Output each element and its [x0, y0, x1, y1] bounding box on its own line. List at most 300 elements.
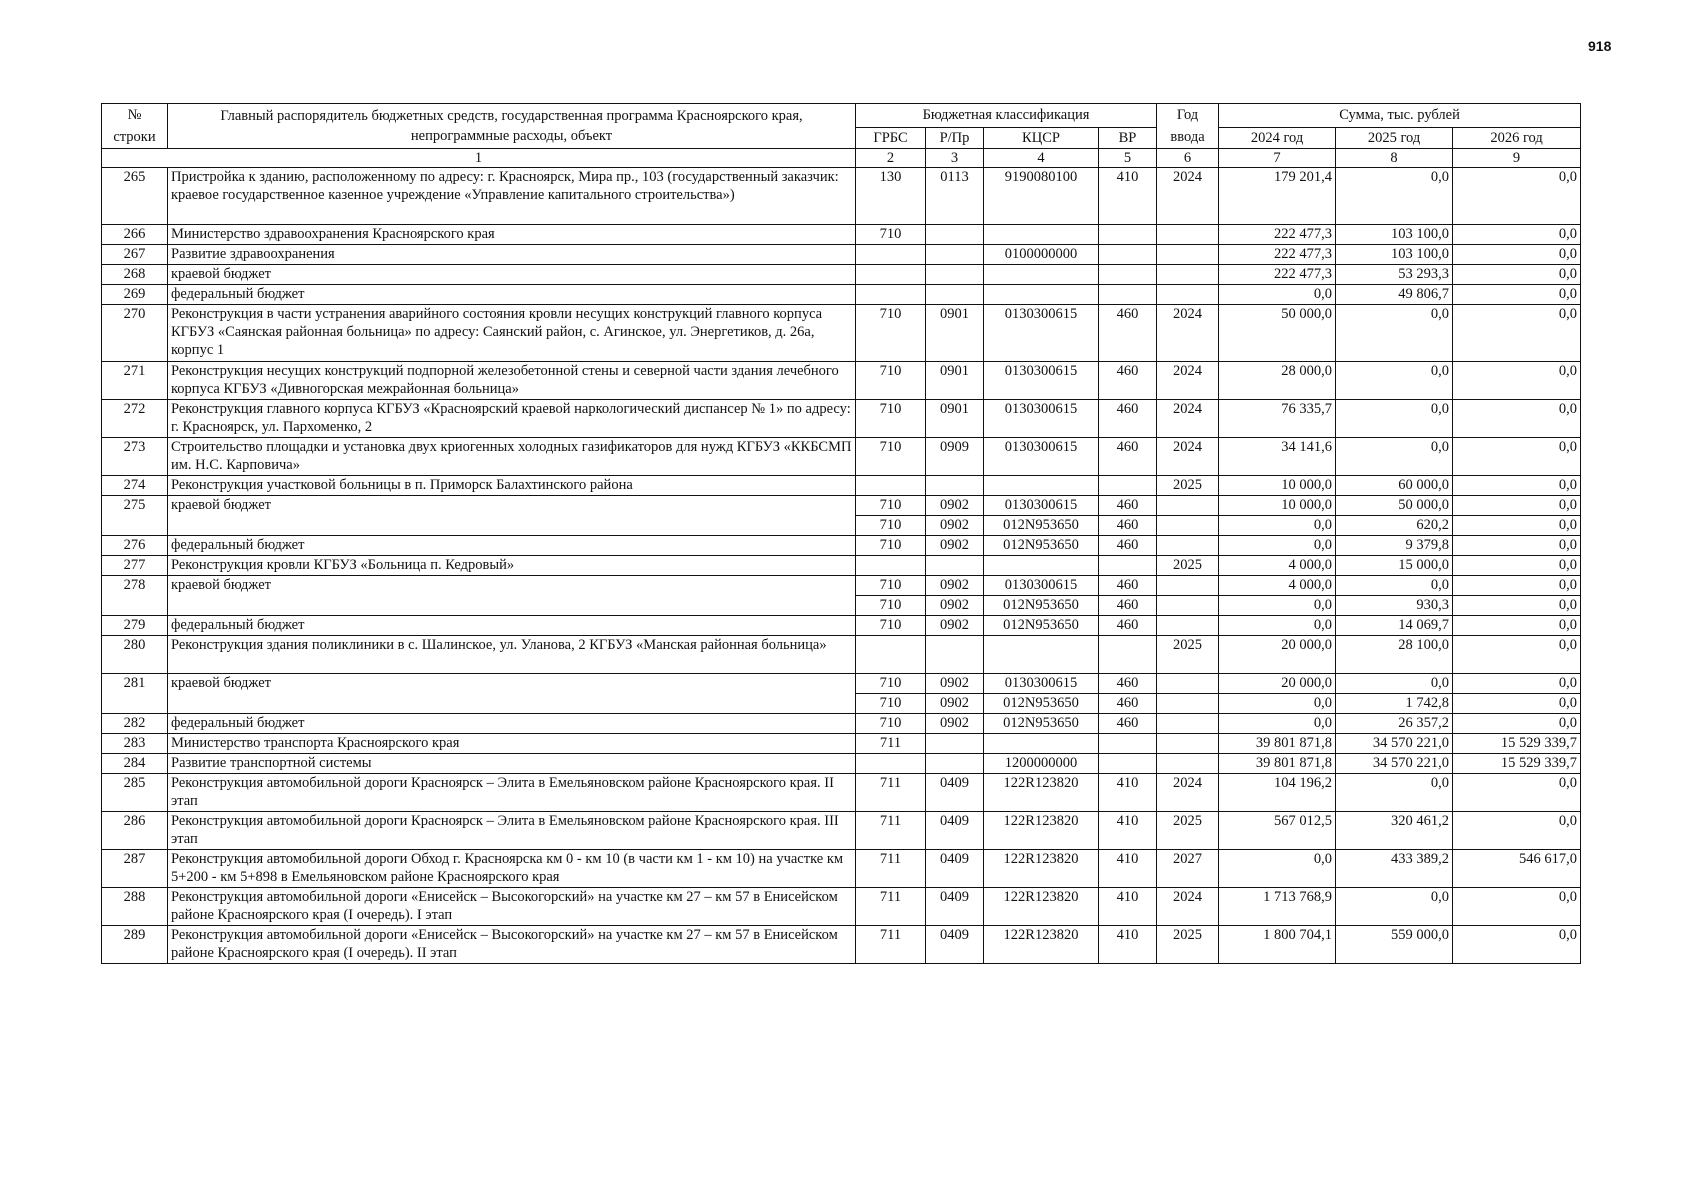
- grbs-cell: [856, 754, 926, 774]
- kcsr-cell: 012N953650: [984, 616, 1099, 636]
- sum-2026-cell: 0,0: [1453, 774, 1581, 812]
- row-number-cell: 275: [102, 496, 168, 536]
- header-colnum: 6: [1157, 149, 1219, 168]
- sum-2026-cell: 0,0: [1453, 714, 1581, 734]
- sum-2026-cell: 0,0: [1453, 674, 1581, 694]
- vr-cell: 460: [1099, 596, 1157, 616]
- grbs-cell: 710: [856, 305, 926, 362]
- object-name-cell: Реконструкция автомобильной дороги Красноярск – Элита в Емельяновском районе Красноярского края. III этап: [168, 812, 856, 850]
- rpr-cell: [926, 225, 984, 245]
- row-number-cell: 286: [102, 812, 168, 850]
- sum-2025-cell: 34 570 221,0: [1336, 754, 1453, 774]
- table-row: [102, 774, 1581, 812]
- kcsr-cell: [984, 476, 1099, 496]
- table-row: [102, 850, 1581, 888]
- grbs-cell: 710: [856, 438, 926, 476]
- sum-2026-cell: 0,0: [1453, 576, 1581, 596]
- sum-2024-cell: 222 477,3: [1219, 265, 1336, 285]
- year-cell: [1157, 265, 1219, 285]
- sum-2025-cell: 53 293,3: [1336, 265, 1453, 285]
- table-row: [102, 245, 1581, 265]
- sum-2024-cell: 567 012,5: [1219, 812, 1336, 850]
- vr-cell: 410: [1099, 774, 1157, 812]
- year-cell: [1157, 496, 1219, 516]
- table-row: [102, 556, 1581, 576]
- sum-2025-cell: 34 570 221,0: [1336, 734, 1453, 754]
- sum-2025-cell: 930,3: [1336, 596, 1453, 616]
- sum-2025-cell: 0,0: [1336, 774, 1453, 812]
- table-row: [102, 496, 1581, 516]
- sum-2025-cell: 50 000,0: [1336, 496, 1453, 516]
- vr-cell: 410: [1099, 812, 1157, 850]
- object-name-cell: краевой бюджет: [168, 496, 856, 536]
- sum-2026-cell: 0,0: [1453, 516, 1581, 536]
- kcsr-cell: 122R123820: [984, 926, 1099, 964]
- table-header: [102, 104, 1581, 168]
- kcsr-cell: [984, 285, 1099, 305]
- vr-cell: 460: [1099, 362, 1157, 400]
- kcsr-cell: [984, 265, 1099, 285]
- kcsr-cell: 1200000000: [984, 754, 1099, 774]
- sum-2024-cell: 0,0: [1219, 596, 1336, 616]
- grbs-cell: 710: [856, 225, 926, 245]
- kcsr-cell: [984, 636, 1099, 674]
- vr-cell: 410: [1099, 888, 1157, 926]
- kcsr-cell: 122R123820: [984, 774, 1099, 812]
- grbs-cell: 711: [856, 926, 926, 964]
- grbs-cell: 710: [856, 694, 926, 714]
- year-cell: [1157, 576, 1219, 596]
- year-cell: [1157, 694, 1219, 714]
- table-body: [102, 168, 1581, 964]
- grbs-cell: 710: [856, 516, 926, 536]
- header-2024: 2024 год: [1219, 127, 1336, 148]
- sum-2024-cell: 34 141,6: [1219, 438, 1336, 476]
- row-number-cell: 272: [102, 400, 168, 438]
- row-number-cell: 273: [102, 438, 168, 476]
- header-grbs: ГРБС: [856, 127, 926, 148]
- row-number-cell: 288: [102, 888, 168, 926]
- year-cell: [1157, 516, 1219, 536]
- kcsr-cell: [984, 225, 1099, 245]
- rpr-cell: [926, 734, 984, 754]
- kcsr-cell: 0130300615: [984, 362, 1099, 400]
- year-cell: [1157, 714, 1219, 734]
- object-name-cell: Реконструкция автомобильной дороги «Енисейск – Высокогорский» на участке км 27 – км 57 в Енисейском районе Красноярского края (I очередь). I этап: [168, 888, 856, 926]
- kcsr-cell: 122R123820: [984, 850, 1099, 888]
- sum-2024-cell: 0,0: [1219, 616, 1336, 636]
- header-colnum: 7: [1219, 149, 1336, 168]
- year-cell: 2025: [1157, 926, 1219, 964]
- object-name-cell: краевой бюджет: [168, 674, 856, 714]
- grbs-cell: 711: [856, 774, 926, 812]
- grbs-cell: 711: [856, 812, 926, 850]
- table-row: [102, 754, 1581, 774]
- rpr-cell: 0409: [926, 774, 984, 812]
- table-row: [102, 576, 1581, 596]
- sum-2025-cell: 14 069,7: [1336, 616, 1453, 636]
- rpr-cell: [926, 476, 984, 496]
- sum-2024-cell: 28 000,0: [1219, 362, 1336, 400]
- kcsr-cell: 012N953650: [984, 596, 1099, 616]
- sum-2024-cell: 1 713 768,9: [1219, 888, 1336, 926]
- year-cell: [1157, 734, 1219, 754]
- object-name-cell: краевой бюджет: [168, 265, 856, 285]
- sum-2026-cell: 0,0: [1453, 636, 1581, 674]
- object-name-cell: федеральный бюджет: [168, 536, 856, 556]
- year-cell: [1157, 754, 1219, 774]
- year-cell: [1157, 245, 1219, 265]
- sum-2025-cell: 0,0: [1336, 576, 1453, 596]
- rpr-cell: [926, 265, 984, 285]
- year-cell: [1157, 674, 1219, 694]
- sum-2025-cell: 60 000,0: [1336, 476, 1453, 496]
- grbs-cell: 130: [856, 168, 926, 225]
- table-row: [102, 812, 1581, 850]
- sum-2026-cell: 0,0: [1453, 476, 1581, 496]
- vr-cell: [1099, 734, 1157, 754]
- grbs-cell: 710: [856, 674, 926, 694]
- rpr-cell: [926, 754, 984, 774]
- sum-2024-cell: 39 801 871,8: [1219, 734, 1336, 754]
- row-number-cell: 277: [102, 556, 168, 576]
- header-2025: 2025 год: [1336, 127, 1453, 148]
- row-number-cell: 283: [102, 734, 168, 754]
- vr-cell: [1099, 265, 1157, 285]
- table-row: [102, 225, 1581, 245]
- sum-2025-cell: 0,0: [1336, 888, 1453, 926]
- grbs-cell: 710: [856, 362, 926, 400]
- rpr-cell: [926, 285, 984, 305]
- year-cell: 2025: [1157, 556, 1219, 576]
- header-colnum: 1: [102, 149, 856, 168]
- rpr-cell: 0902: [926, 496, 984, 516]
- rpr-cell: 0909: [926, 438, 984, 476]
- grbs-cell: [856, 556, 926, 576]
- year-cell: [1157, 225, 1219, 245]
- row-number-cell: 281: [102, 674, 168, 714]
- object-name-cell: Реконструкция в части устранения аварийного состояния кровли несущих конструкций главного корпуса КГБУЗ «Саянская районная больница» по адресу: Саянский район, с. Агинское, ул. Энергетиков, д. 26а, корпус 1: [168, 305, 856, 362]
- year-cell: [1157, 536, 1219, 556]
- sum-2025-cell: 0,0: [1336, 362, 1453, 400]
- sum-2026-cell: 0,0: [1453, 694, 1581, 714]
- vr-cell: [1099, 245, 1157, 265]
- vr-cell: 460: [1099, 536, 1157, 556]
- sum-2025-cell: 103 100,0: [1336, 225, 1453, 245]
- kcsr-cell: 122R123820: [984, 888, 1099, 926]
- row-number-cell: 280: [102, 636, 168, 674]
- year-cell: 2024: [1157, 438, 1219, 476]
- object-name-cell: федеральный бюджет: [168, 616, 856, 636]
- header-colnum: 4: [984, 149, 1099, 168]
- sum-2024-cell: 222 477,3: [1219, 225, 1336, 245]
- object-name-cell: Реконструкция автомобильной дороги «Енисейск – Высокогорский» на участке км 27 – км 57 в Енисейском районе Красноярского края (I очередь). II этап: [168, 926, 856, 964]
- row-number-cell: 282: [102, 714, 168, 734]
- sum-2024-cell: 104 196,2: [1219, 774, 1336, 812]
- object-name-cell: федеральный бюджет: [168, 714, 856, 734]
- sum-2026-cell: 0,0: [1453, 888, 1581, 926]
- sum-2024-cell: 179 201,4: [1219, 168, 1336, 225]
- page-number: 918: [1588, 38, 1612, 54]
- object-name-cell: Реконструкция главного корпуса КГБУЗ «Красноярский краевой наркологический диспансер № 1» по адресу: г. Красноярск, ул. Пархоменко, 2: [168, 400, 856, 438]
- vr-cell: [1099, 225, 1157, 245]
- sum-2025-cell: 15 000,0: [1336, 556, 1453, 576]
- rpr-cell: [926, 245, 984, 265]
- vr-cell: 460: [1099, 305, 1157, 362]
- year-cell: [1157, 596, 1219, 616]
- sum-2026-cell: 0,0: [1453, 265, 1581, 285]
- header-rpr: Р/Пр: [926, 127, 984, 148]
- header-year: Год ввода: [1157, 104, 1219, 149]
- row-number-cell: 267: [102, 245, 168, 265]
- table-row: [102, 926, 1581, 964]
- rpr-cell: 0902: [926, 536, 984, 556]
- grbs-cell: 711: [856, 888, 926, 926]
- header-row-number: № строки: [102, 104, 168, 149]
- object-name-cell: краевой бюджет: [168, 576, 856, 616]
- vr-cell: [1099, 285, 1157, 305]
- vr-cell: 460: [1099, 616, 1157, 636]
- sum-2025-cell: 9 379,8: [1336, 536, 1453, 556]
- grbs-cell: 710: [856, 714, 926, 734]
- rpr-cell: 0902: [926, 694, 984, 714]
- header-name: Главный распорядитель бюджетных средств, государственная программа Красноярского края, непрограммные расходы, объект: [168, 104, 856, 149]
- sum-2025-cell: 26 357,2: [1336, 714, 1453, 734]
- table-row: [102, 616, 1581, 636]
- rpr-cell: 0902: [926, 616, 984, 636]
- kcsr-cell: 0130300615: [984, 674, 1099, 694]
- rpr-cell: 0409: [926, 888, 984, 926]
- sum-2024-cell: 20 000,0: [1219, 674, 1336, 694]
- object-name-cell: Реконструкция участковой больницы в п. Приморск Балахтинского района: [168, 476, 856, 496]
- sum-2024-cell: 39 801 871,8: [1219, 754, 1336, 774]
- row-number-cell: 278: [102, 576, 168, 616]
- sum-2024-cell: 0,0: [1219, 285, 1336, 305]
- kcsr-cell: 0130300615: [984, 305, 1099, 362]
- year-cell: [1157, 285, 1219, 305]
- header-colnum: 5: [1099, 149, 1157, 168]
- kcsr-cell: 122R123820: [984, 812, 1099, 850]
- sum-2025-cell: 0,0: [1336, 674, 1453, 694]
- table-row: [102, 168, 1581, 225]
- sum-2025-cell: 320 461,2: [1336, 812, 1453, 850]
- sum-2025-cell: 0,0: [1336, 438, 1453, 476]
- object-name-cell: Реконструкция несущих конструкций подпорной железобетонной стены и северной части здания лечебного корпуса КГБУЗ «Дивногорская межрайонная больница»: [168, 362, 856, 400]
- header-colnum: 3: [926, 149, 984, 168]
- row-number-cell: 268: [102, 265, 168, 285]
- sum-2026-cell: 15 529 339,7: [1453, 754, 1581, 774]
- kcsr-cell: 0100000000: [984, 245, 1099, 265]
- header-colnum: 9: [1453, 149, 1581, 168]
- header-colnum: 8: [1336, 149, 1453, 168]
- table-row: [102, 476, 1581, 496]
- header-2026: 2026 год: [1453, 127, 1581, 148]
- rpr-cell: 0902: [926, 674, 984, 694]
- row-number-cell: 284: [102, 754, 168, 774]
- kcsr-cell: 012N953650: [984, 516, 1099, 536]
- sum-2025-cell: 28 100,0: [1336, 636, 1453, 674]
- object-name-cell: федеральный бюджет: [168, 285, 856, 305]
- table-row: [102, 265, 1581, 285]
- rpr-cell: 0902: [926, 516, 984, 536]
- rpr-cell: 0113: [926, 168, 984, 225]
- sum-2026-cell: 0,0: [1453, 225, 1581, 245]
- row-number-cell: 289: [102, 926, 168, 964]
- grbs-cell: 710: [856, 536, 926, 556]
- year-cell: 2024: [1157, 888, 1219, 926]
- year-cell: 2025: [1157, 476, 1219, 496]
- sum-2025-cell: 1 742,8: [1336, 694, 1453, 714]
- object-name-cell: Реконструкция здания поликлиники в с. Шалинское, ул. Уланова, 2 КГБУЗ «Манская районная больница»: [168, 636, 856, 674]
- grbs-cell: 710: [856, 596, 926, 616]
- object-name-cell: Пристройка к зданию, расположенному по адресу: г. Красноярск, Мира пр., 103 (государственный заказчик: краевое государственное казенное учреждение «Управление капитального строительства»): [168, 168, 856, 225]
- sum-2024-cell: 4 000,0: [1219, 576, 1336, 596]
- year-cell: [1157, 616, 1219, 636]
- sum-2025-cell: 0,0: [1336, 168, 1453, 225]
- header-colnum: 2: [856, 149, 926, 168]
- grbs-cell: [856, 476, 926, 496]
- vr-cell: [1099, 556, 1157, 576]
- sum-2024-cell: 76 335,7: [1219, 400, 1336, 438]
- header-budget-classification: Бюджетная классификация: [856, 104, 1157, 128]
- sum-2026-cell: 0,0: [1453, 496, 1581, 516]
- kcsr-cell: 0130300615: [984, 400, 1099, 438]
- sum-2026-cell: 0,0: [1453, 438, 1581, 476]
- sum-2026-cell: 15 529 339,7: [1453, 734, 1581, 754]
- sum-2026-cell: 0,0: [1453, 812, 1581, 850]
- sum-2025-cell: 620,2: [1336, 516, 1453, 536]
- rpr-cell: 0409: [926, 926, 984, 964]
- sum-2026-cell: 0,0: [1453, 245, 1581, 265]
- object-name-cell: Реконструкция автомобильной дороги Обход г. Красноярска км 0 - км 10 (в части км 1 - км 10) на участке км 5+200 - км 5+898 в Емельяновском районе Красноярского края: [168, 850, 856, 888]
- grbs-cell: 711: [856, 734, 926, 754]
- year-cell: 2024: [1157, 168, 1219, 225]
- rpr-cell: 0901: [926, 362, 984, 400]
- object-name-cell: Развитие здравоохранения: [168, 245, 856, 265]
- object-name-cell: Реконструкция автомобильной дороги Красноярск – Элита в Емельяновском районе Красноярского края. II этап: [168, 774, 856, 812]
- row-number-cell: 287: [102, 850, 168, 888]
- sum-2026-cell: 0,0: [1453, 305, 1581, 362]
- vr-cell: 460: [1099, 714, 1157, 734]
- rpr-cell: [926, 556, 984, 576]
- sum-2026-cell: 0,0: [1453, 362, 1581, 400]
- table-row: [102, 888, 1581, 926]
- sum-2024-cell: 4 000,0: [1219, 556, 1336, 576]
- vr-cell: 460: [1099, 694, 1157, 714]
- vr-cell: 460: [1099, 438, 1157, 476]
- sum-2024-cell: 0,0: [1219, 536, 1336, 556]
- rpr-cell: 0902: [926, 576, 984, 596]
- grbs-cell: [856, 245, 926, 265]
- table-row: [102, 734, 1581, 754]
- sum-2026-cell: 0,0: [1453, 536, 1581, 556]
- row-number-cell: 269: [102, 285, 168, 305]
- sum-2024-cell: 50 000,0: [1219, 305, 1336, 362]
- sum-2025-cell: 0,0: [1336, 400, 1453, 438]
- row-number-cell: 274: [102, 476, 168, 496]
- header-vr: ВР: [1099, 127, 1157, 148]
- kcsr-cell: 9190080100: [984, 168, 1099, 225]
- sum-2024-cell: 20 000,0: [1219, 636, 1336, 674]
- header-sum: Сумма, тыс. рублей: [1219, 104, 1581, 128]
- grbs-cell: 711: [856, 850, 926, 888]
- sum-2025-cell: 49 806,7: [1336, 285, 1453, 305]
- row-number-cell: 266: [102, 225, 168, 245]
- table-row: [102, 714, 1581, 734]
- sum-2026-cell: 0,0: [1453, 556, 1581, 576]
- sum-2026-cell: 546 617,0: [1453, 850, 1581, 888]
- sum-2024-cell: 10 000,0: [1219, 476, 1336, 496]
- row-number-cell: 285: [102, 774, 168, 812]
- year-cell: 2024: [1157, 305, 1219, 362]
- grbs-cell: [856, 265, 926, 285]
- object-name-cell: Реконструкция кровли КГБУЗ «Больница п. Кедровый»: [168, 556, 856, 576]
- vr-cell: 410: [1099, 850, 1157, 888]
- object-name-cell: Министерство транспорта Красноярского края: [168, 734, 856, 754]
- table-row: [102, 400, 1581, 438]
- vr-cell: 410: [1099, 168, 1157, 225]
- sum-2026-cell: 0,0: [1453, 926, 1581, 964]
- object-name-cell: Развитие транспортной системы: [168, 754, 856, 774]
- kcsr-cell: 012N953650: [984, 714, 1099, 734]
- vr-cell: 460: [1099, 496, 1157, 516]
- object-name-cell: Министерство здравоохранения Красноярского края: [168, 225, 856, 245]
- grbs-cell: 710: [856, 576, 926, 596]
- sum-2026-cell: 0,0: [1453, 596, 1581, 616]
- sum-2025-cell: 433 389,2: [1336, 850, 1453, 888]
- rpr-cell: 0902: [926, 714, 984, 734]
- table-row: [102, 636, 1581, 674]
- row-number-cell: 276: [102, 536, 168, 556]
- year-cell: 2024: [1157, 362, 1219, 400]
- grbs-cell: [856, 285, 926, 305]
- header-kcsr: КЦСР: [984, 127, 1099, 148]
- kcsr-cell: 012N953650: [984, 536, 1099, 556]
- vr-cell: [1099, 476, 1157, 496]
- vr-cell: 410: [1099, 926, 1157, 964]
- object-name-cell: Строительство площадки и установка двух криогенных холодных газификаторов для нужд КГБУЗ «ККБСМП им. Н.С. Карповича»: [168, 438, 856, 476]
- row-number-cell: 279: [102, 616, 168, 636]
- sum-2026-cell: 0,0: [1453, 168, 1581, 225]
- sum-2024-cell: 0,0: [1219, 694, 1336, 714]
- rpr-cell: 0901: [926, 305, 984, 362]
- vr-cell: 460: [1099, 516, 1157, 536]
- grbs-cell: [856, 636, 926, 674]
- year-cell: 2024: [1157, 400, 1219, 438]
- table-row: [102, 438, 1581, 476]
- sum-2026-cell: 0,0: [1453, 400, 1581, 438]
- table-row: [102, 285, 1581, 305]
- year-cell: 2025: [1157, 636, 1219, 674]
- sum-2025-cell: 559 000,0: [1336, 926, 1453, 964]
- row-number-cell: 271: [102, 362, 168, 400]
- sum-2024-cell: 0,0: [1219, 850, 1336, 888]
- rpr-cell: 0409: [926, 812, 984, 850]
- grbs-cell: 710: [856, 616, 926, 636]
- row-number-cell: 270: [102, 305, 168, 362]
- vr-cell: 460: [1099, 400, 1157, 438]
- vr-cell: [1099, 754, 1157, 774]
- vr-cell: 460: [1099, 576, 1157, 596]
- vr-cell: 460: [1099, 674, 1157, 694]
- sum-2025-cell: 0,0: [1336, 305, 1453, 362]
- table-row: [102, 362, 1581, 400]
- budget-table: [101, 103, 1581, 964]
- kcsr-cell: 0130300615: [984, 496, 1099, 516]
- kcsr-cell: [984, 734, 1099, 754]
- year-cell: 2025: [1157, 812, 1219, 850]
- rpr-cell: [926, 636, 984, 674]
